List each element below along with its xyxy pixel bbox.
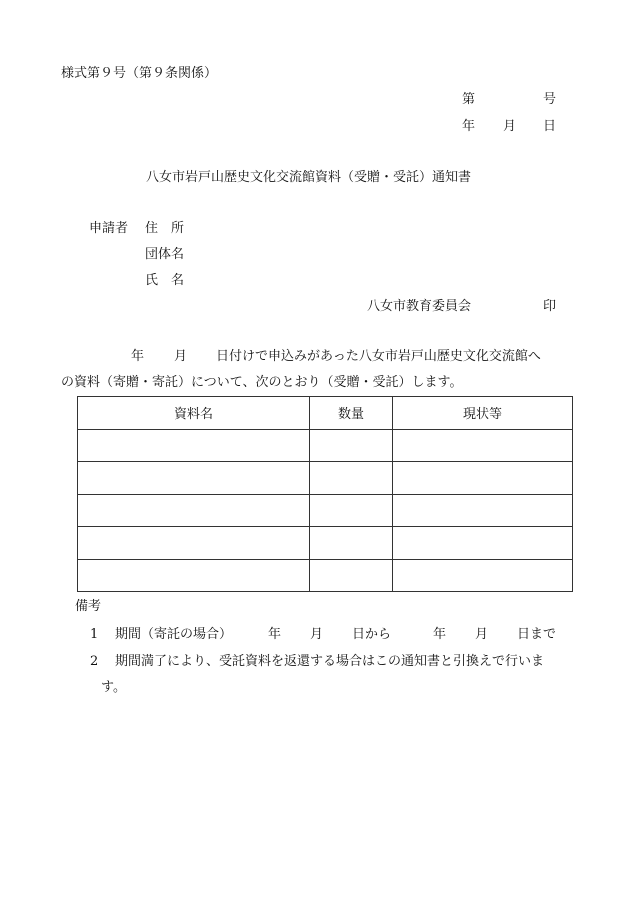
note2-line2: す。	[101, 680, 126, 695]
date-day: 日	[543, 119, 557, 134]
body-line1: 日付けで申込みがあった八女市岩戸山歴史文化交流館へ	[216, 349, 541, 364]
issuer-seal: 印	[543, 299, 557, 314]
date-year: 年	[462, 119, 476, 134]
applicant-name-label: 氏 名	[145, 273, 185, 288]
cell-quantity	[310, 494, 393, 527]
table-header-row	[78, 397, 573, 430]
body-month: 月	[174, 349, 188, 364]
cell-item-name	[78, 559, 310, 592]
cell-condition	[393, 494, 573, 527]
cell-item-name	[78, 429, 310, 462]
header-quantity: 数量	[310, 397, 393, 430]
items-table	[77, 396, 573, 592]
body-year: 年	[131, 349, 145, 364]
cell-item-name	[78, 494, 310, 527]
table-row	[78, 462, 573, 495]
table-row	[78, 494, 573, 527]
cell-condition	[393, 559, 573, 592]
doc-number-prefix: 第	[462, 92, 476, 107]
cell-item-name	[78, 527, 310, 560]
document-title: 八女市岩戸山歴史文化交流館資料（受贈・受託）通知書	[146, 170, 472, 185]
body-line2: の資料（寄贈・寄託）について、次のとおり（受贈・受託）します。	[61, 375, 463, 390]
note1-day-from: 日から	[352, 627, 392, 642]
note1-label: 期間（寄託の場合）	[115, 627, 233, 642]
note2-line1: 期間満了により、受託資料を返還する場合はこの通知書と引換えで行いま	[115, 654, 545, 669]
applicant-address-label: 住 所	[145, 221, 185, 236]
issuer-name: 八女市教育委員会	[367, 299, 472, 314]
cell-condition	[393, 527, 573, 560]
applicant-label: 申請者	[89, 221, 129, 236]
note1-year-to: 年	[433, 627, 447, 642]
note1-year-from: 年	[268, 627, 282, 642]
cell-condition	[393, 429, 573, 462]
date-month: 月	[503, 119, 517, 134]
header-condition: 現状等	[393, 397, 573, 430]
cell-quantity	[310, 527, 393, 560]
form-label: 様式第９号（第９条関係）	[61, 66, 218, 81]
cell-quantity	[310, 429, 393, 462]
applicant-organization-label: 団体名	[145, 247, 185, 262]
note1-number: 1	[90, 627, 99, 642]
note1-day-to: 日まで	[517, 627, 557, 642]
cell-condition	[393, 462, 573, 495]
note1-month-to: 月	[475, 627, 489, 642]
cell-quantity	[310, 462, 393, 495]
note1-month-from: 月	[310, 627, 324, 642]
cell-item-name	[78, 462, 310, 495]
table-row	[78, 559, 573, 592]
doc-number-suffix: 号	[543, 92, 557, 107]
table-row	[78, 429, 573, 462]
cell-quantity	[310, 559, 393, 592]
table-row	[78, 527, 573, 560]
note2-number: 2	[90, 654, 99, 669]
notes-title: 備考	[75, 599, 102, 614]
header-item-name: 資料名	[78, 397, 310, 430]
